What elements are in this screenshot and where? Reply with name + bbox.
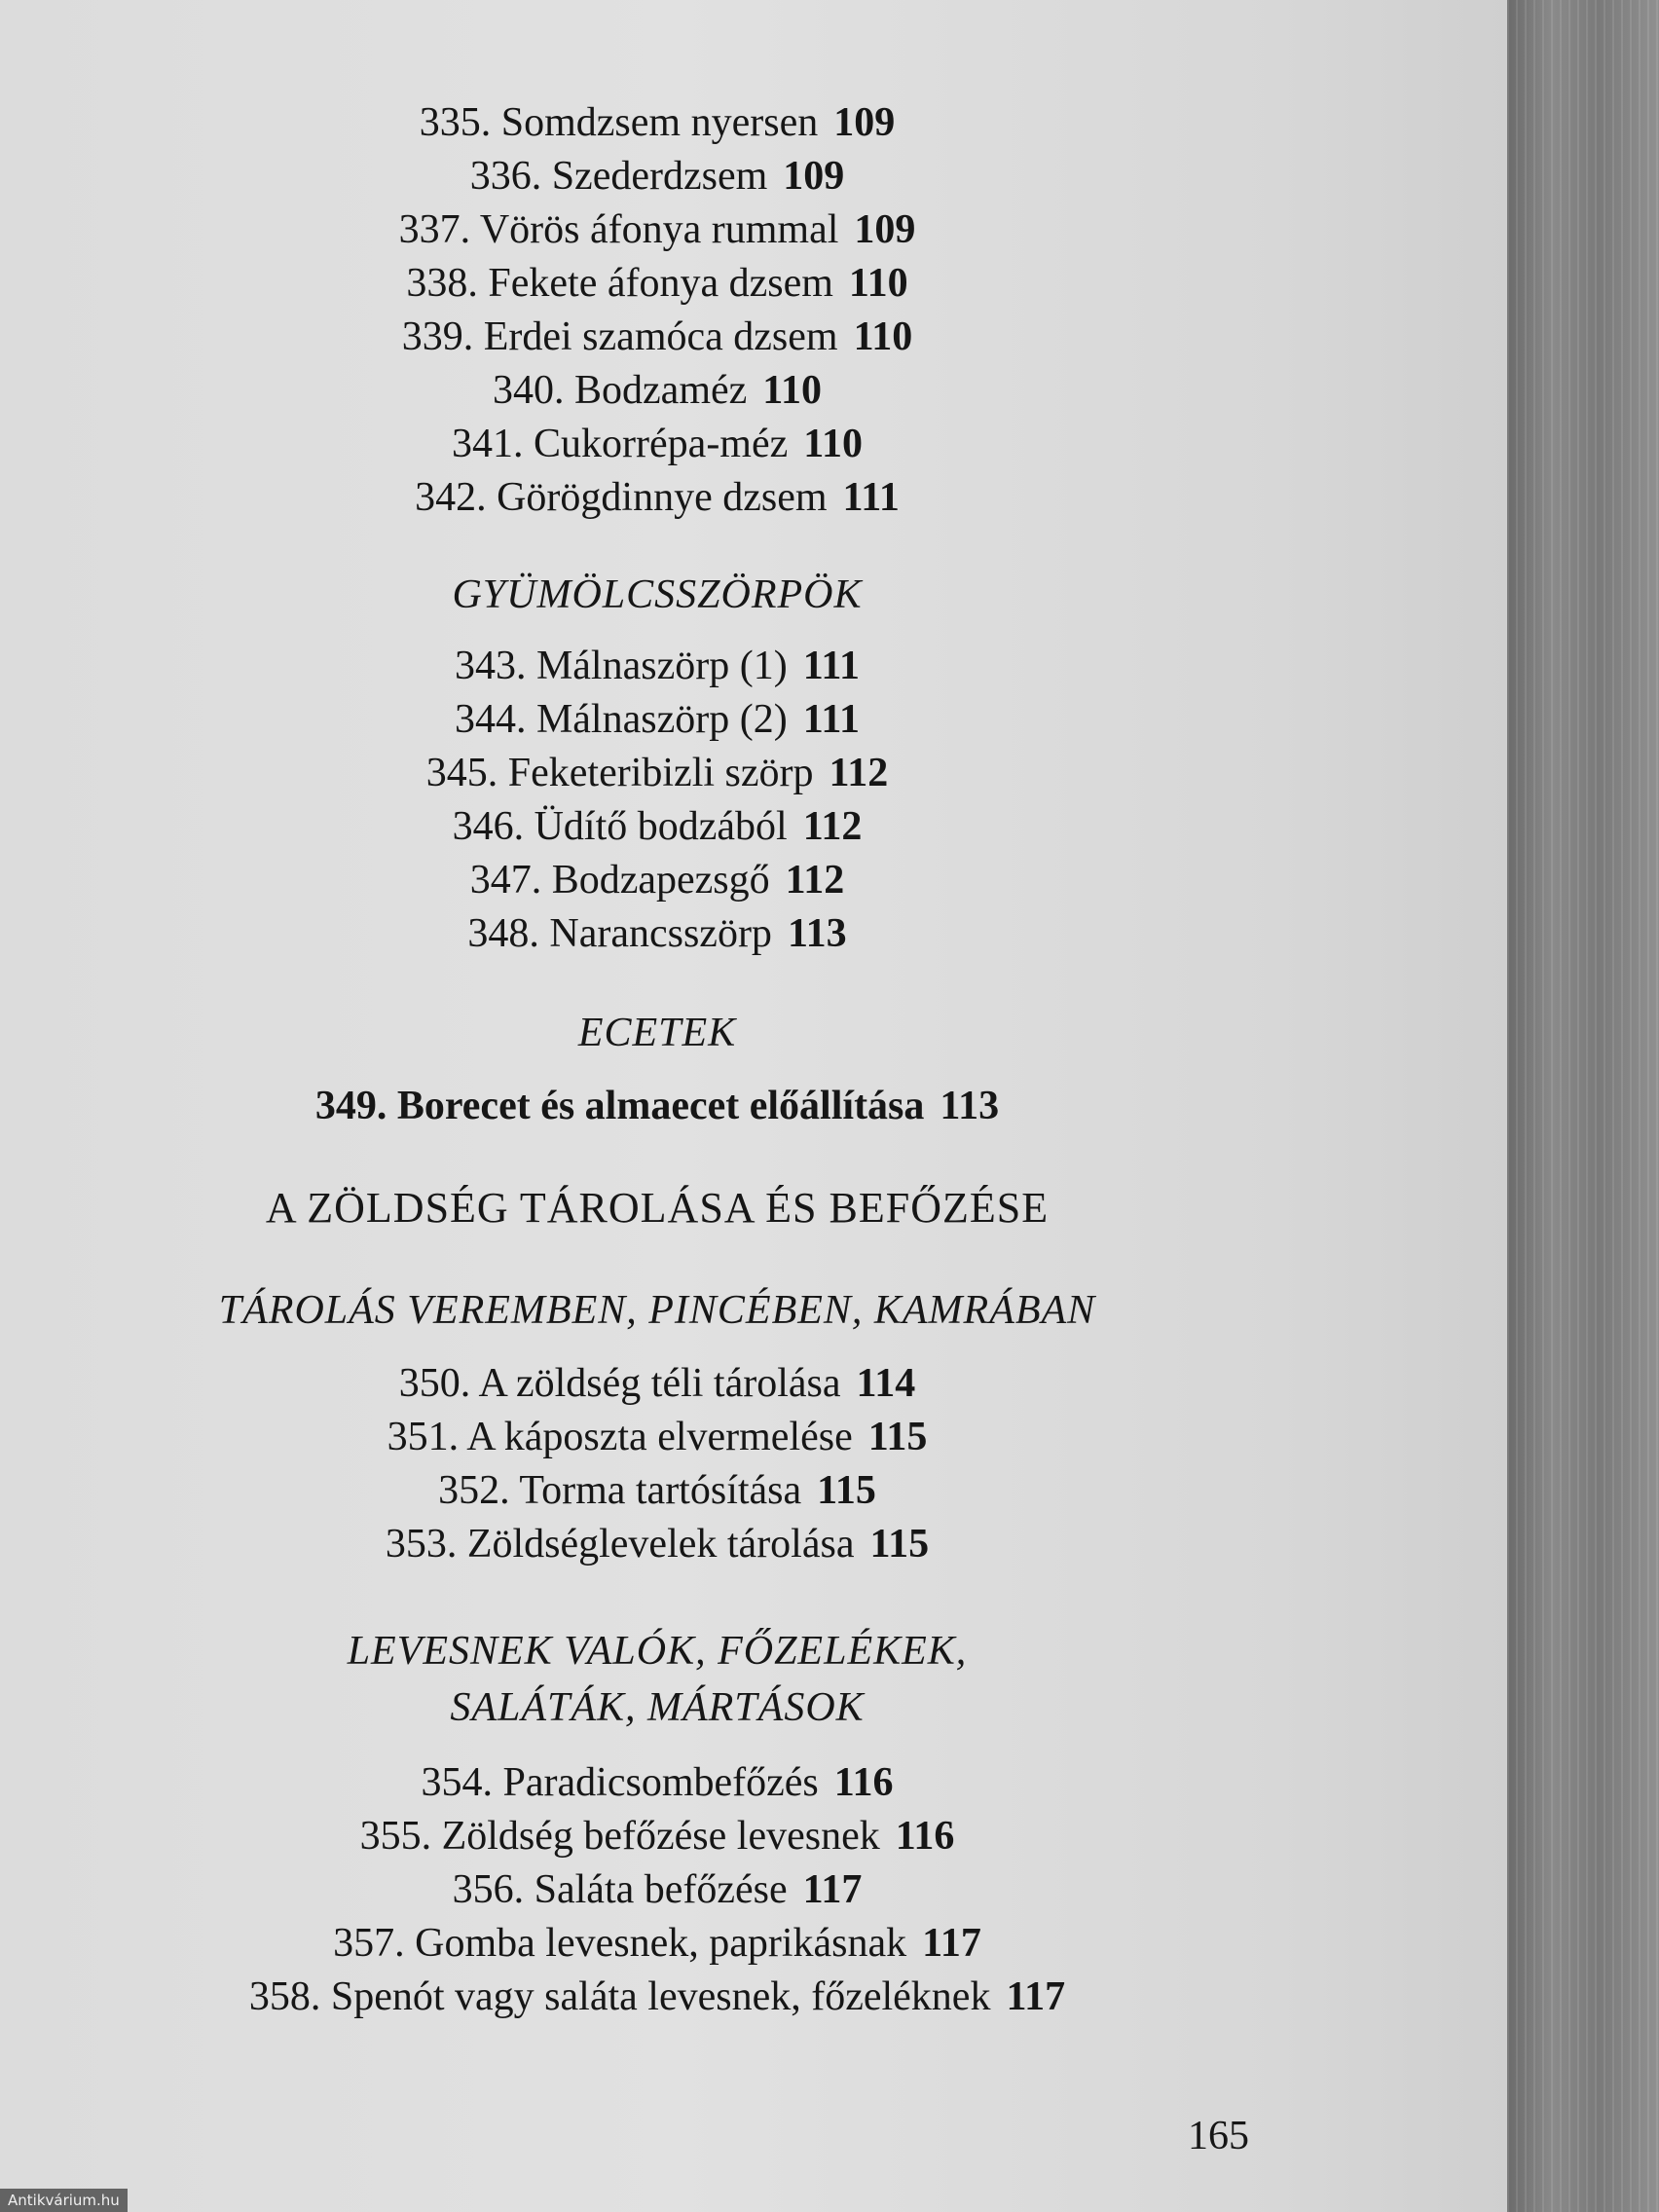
toc-entry-title: 349. Borecet és almaecet előállítása xyxy=(314,1084,925,1128)
toc-entry-page: 114 xyxy=(856,1361,916,1406)
toc-entry-348 xyxy=(0,908,1314,959)
toc-entry-347 xyxy=(0,855,1314,905)
toc-entry-title: 338. Fekete áfonya dzsem xyxy=(406,261,833,306)
toc-entry-title: 347. Bodzapezsgő xyxy=(469,858,770,903)
toc-entry-title: 345. Feketeribizli szörp xyxy=(425,751,814,795)
toc-entry-page: 113 xyxy=(940,1084,1000,1128)
toc-entry-page: 112 xyxy=(802,804,863,849)
page-edge-stack xyxy=(1507,0,1659,2212)
toc-entry-title: 356. Saláta befőzése xyxy=(452,1867,788,1912)
section-heading-soups-line1: LEVESNEK VALÓK, FŐZELÉKEK, xyxy=(347,1629,968,1674)
toc-entry-title: 348. Narancsszörp xyxy=(467,911,772,956)
toc-entry-page: 116 xyxy=(895,1814,955,1859)
toc-entry-335 xyxy=(0,97,1314,148)
toc-entry-340 xyxy=(0,365,1314,416)
toc-entry-344 xyxy=(0,694,1314,745)
toc-entry-page: 109 xyxy=(854,207,916,252)
watermark-label: Antikvárium.hu xyxy=(0,2189,128,2212)
toc-entry-title: 339. Erdei szamóca dzsem xyxy=(401,314,838,359)
toc-entry-title: 343. Málnaszörp (1) xyxy=(454,644,788,688)
toc-entry-353 xyxy=(0,1519,1314,1569)
toc-entry-title: 340. Bodzaméz xyxy=(493,368,748,413)
toc-entry-page: 110 xyxy=(762,368,822,413)
chapter-title: A ZÖLDSÉG TÁROLÁSA ÉS BEFŐZÉSE xyxy=(265,1184,1050,1232)
toc-entry-title: 354. Paradicsombefőzés xyxy=(421,1760,819,1805)
toc-entry-346 xyxy=(0,801,1314,852)
toc-entry-title: 355. Zöldség befőzése levesnek xyxy=(359,1814,880,1859)
toc-entry-page: 109 xyxy=(833,100,896,145)
toc-entry-336 xyxy=(0,151,1314,202)
section-heading-vinegars: ECETEK xyxy=(577,1011,737,1055)
toc-entry-338 xyxy=(0,258,1314,309)
toc-entry-title: 344. Málnaszörp (2) xyxy=(454,697,788,742)
toc-entry-page: 115 xyxy=(869,1522,930,1567)
page-number: 165 xyxy=(1188,2114,1249,2158)
toc-entry-title: 357. Gomba levesnek, paprikásnak xyxy=(333,1921,907,1966)
toc-entry-page: 117 xyxy=(802,1867,863,1912)
toc-entry-349 xyxy=(0,1081,1314,1131)
toc-entry-page: 115 xyxy=(817,1468,876,1513)
toc-entry-356 xyxy=(0,1864,1314,1915)
toc-entry-352 xyxy=(0,1465,1314,1516)
toc-entry-358 xyxy=(0,1972,1314,2022)
toc-entry-page: 112 xyxy=(785,858,845,903)
toc-entry-page: 117 xyxy=(922,1921,981,1966)
toc-entry-354 xyxy=(0,1757,1314,1808)
toc-entry-title: 346. Üdítő bodzából xyxy=(452,804,788,849)
toc-entry-page: 112 xyxy=(829,751,889,795)
toc-entry-title: 350. A zöldség téli tárolása xyxy=(398,1361,841,1406)
toc-entry-title: 351. A káposzta elvermelése xyxy=(387,1415,853,1459)
toc-entry-page: 116 xyxy=(833,1760,894,1805)
toc-entry-357 xyxy=(0,1918,1314,1969)
toc-entry-page: 113 xyxy=(787,911,847,956)
toc-entry-title: 342. Görögdinnye dzsem xyxy=(415,475,828,520)
toc-entry-page: 111 xyxy=(802,644,861,688)
toc-entry-350 xyxy=(0,1358,1314,1409)
toc-entry-title: 337. Vörös áfonya rummal xyxy=(398,207,839,252)
toc-entry-title: 352. Torma tartósítása xyxy=(438,1468,802,1513)
toc-entry-page: 110 xyxy=(803,422,863,466)
toc-entry-title: 335. Somdzsem nyersen xyxy=(419,100,819,145)
toc-entry-title: 336. Szederdzsem xyxy=(469,154,768,199)
toc-entry-page: 111 xyxy=(802,697,861,742)
toc-entry-337 xyxy=(0,204,1314,255)
toc-entry-page: 111 xyxy=(842,475,900,520)
toc-entry-page: 117 xyxy=(1006,1974,1066,2019)
toc-entry-345 xyxy=(0,748,1314,798)
toc-entry-page: 110 xyxy=(853,314,913,359)
toc-entry-title: 358. Spenót vagy saláta levesnek, főzeléknek xyxy=(248,1974,991,2019)
toc-entry-341 xyxy=(0,419,1314,469)
toc-entry-342 xyxy=(0,472,1314,523)
toc-entry-355 xyxy=(0,1811,1314,1862)
toc-entry-351 xyxy=(0,1412,1314,1462)
toc-entry-343 xyxy=(0,641,1314,691)
toc-entry-page: 115 xyxy=(867,1415,928,1459)
toc-entry-title: 353. Zöldséglevelek tárolása xyxy=(385,1522,855,1567)
toc-entry-page: 109 xyxy=(783,154,845,199)
toc-entry-page: 110 xyxy=(848,261,908,306)
section-heading-soups-line2: SALÁTÁK, MÁRTÁSOK xyxy=(450,1685,865,1730)
section-heading-syrups: GYÜMÖLCSSZÖRPÖK xyxy=(452,572,863,617)
toc-entry-339 xyxy=(0,312,1314,362)
toc-entry-title: 341. Cukorrépa-méz xyxy=(452,422,789,466)
section-heading-storage: TÁROLÁS VEREMBEN, PINCÉBEN, KAMRÁBAN xyxy=(218,1288,1096,1333)
